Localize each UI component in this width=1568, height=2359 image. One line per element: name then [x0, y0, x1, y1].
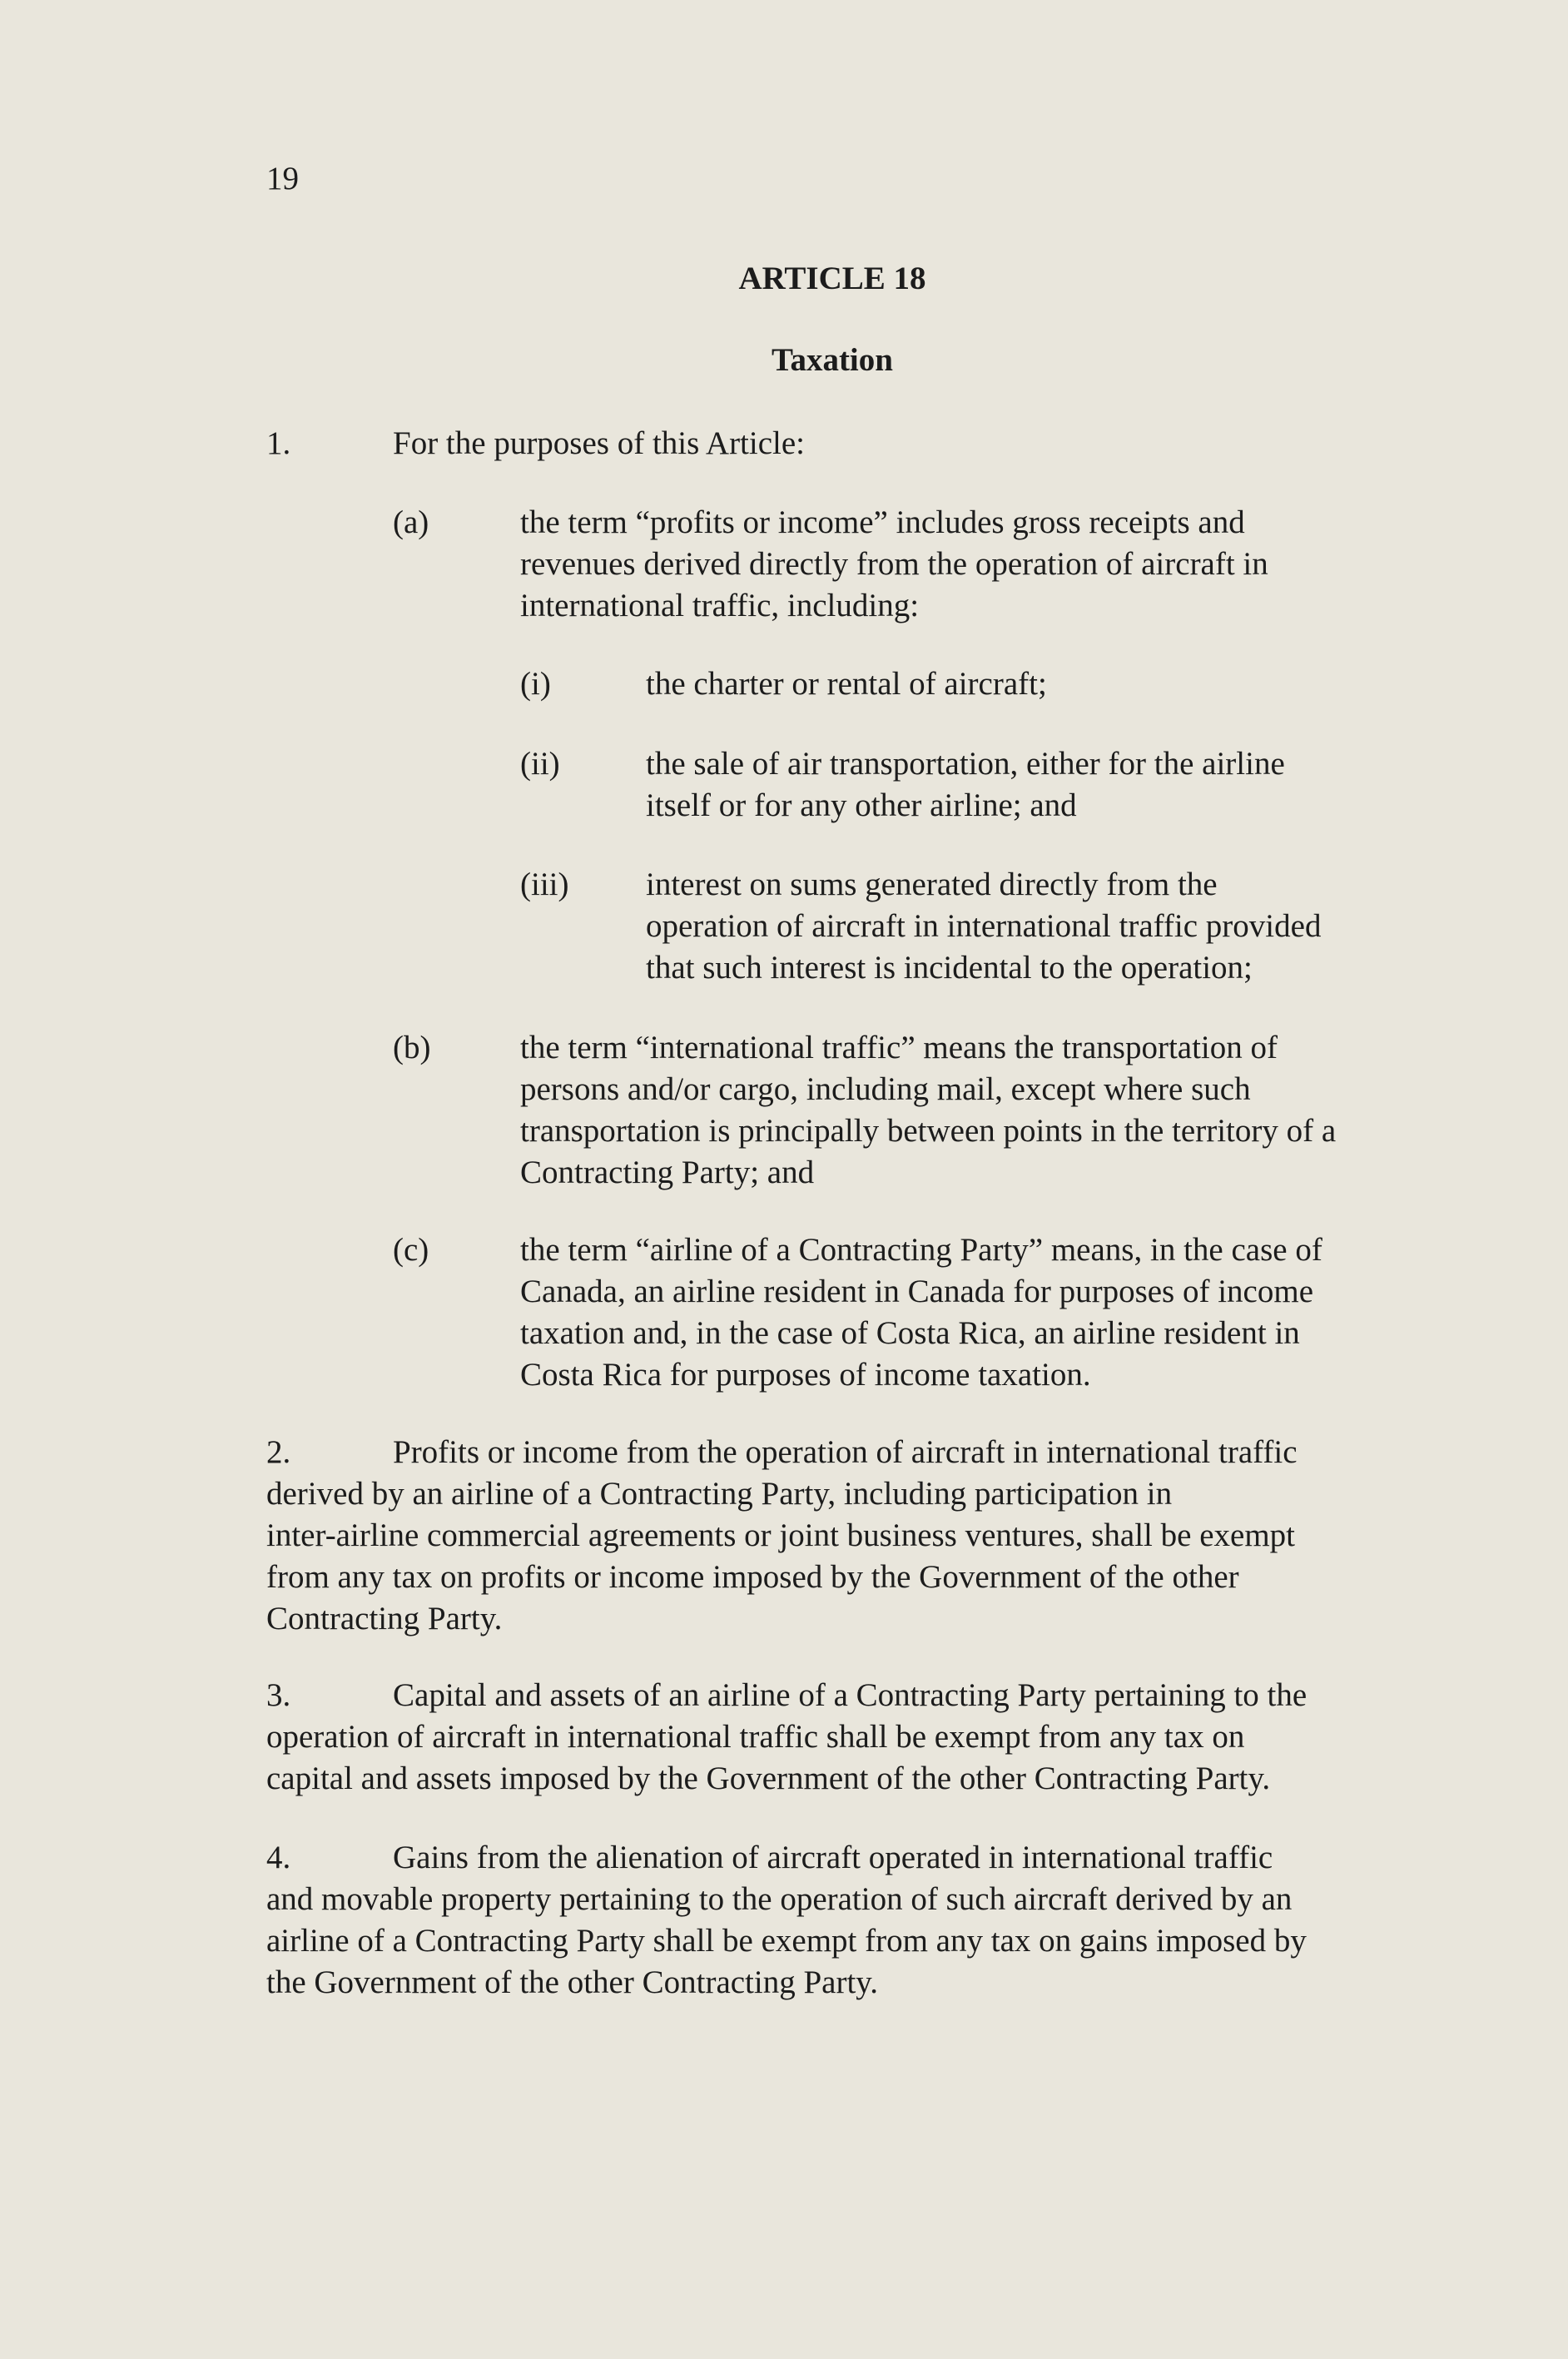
para1-c-text [520, 1229, 1322, 1396]
para2-line: inter-airline commercial agreements or joint business ventures, shall be exempt [266, 1517, 1295, 1553]
para1-a-iii-label: (iii) [520, 867, 569, 902]
para2-line: Contracting Party. [266, 1601, 503, 1636]
para3-first-line: Capital and assets of an airline of a Contracting Party pertaining to the [393, 1677, 1307, 1713]
para1-b-line: Contracting Party; and [520, 1155, 815, 1190]
para3-number: 3. [266, 1677, 291, 1713]
para1-c-line: Canada, an airline resident in Canada for purposes of income [520, 1274, 1314, 1309]
para1-c-line: taxation and, in the case of Costa Rica, an airline resident in [520, 1315, 1300, 1351]
para1-a-line: revenues derived directly from the operation of aircraft in [520, 546, 1268, 582]
para1-a-iii-line: operation of aircraft in international traffic provided [646, 908, 1322, 944]
para1-b-label: (b) [393, 1030, 431, 1065]
para1-a-iii-line: that such interest is incidental to the operation; [646, 950, 1253, 986]
page-number: 19 [266, 161, 299, 196]
section-title: Taxation [772, 342, 893, 378]
para1-c-line: the term “airline of a Contracting Party” means, in the case of [520, 1232, 1322, 1268]
para1-a-ii-line: the sale of air transportation, either for the airline [646, 746, 1285, 782]
para1-a-iii-line: interest on sums generated directly from the [646, 867, 1218, 902]
para1-b-line: transportation is principally between points in the territory of a [520, 1113, 1337, 1149]
para1-a-iii-text [646, 864, 1321, 989]
para4-line: the Government of the other Contracting Party. [266, 1964, 879, 2000]
para2-first-line: Profits or income from the operation of aircraft in international traffic [393, 1434, 1298, 1470]
para1-a-line: international traffic, including: [520, 588, 920, 623]
para1-intro: For the purposes of this Article: [393, 425, 806, 461]
para1-a-ii-text [646, 743, 1285, 827]
para2-line: from any tax on profits or income imposed by the Government of the other [266, 1559, 1239, 1595]
para1-a-line: the term “profits or income” includes gross receipts and [520, 504, 1245, 540]
para2-text [266, 1473, 1295, 1640]
para1-a-i-line: the charter or rental of aircraft; [646, 666, 1047, 702]
para1-a-ii-line: itself or for any other airline; and [646, 787, 1077, 823]
para4-first-line: Gains from the alienation of aircraft operated in international traffic [393, 1840, 1273, 1875]
para2-line: derived by an airline of a Contracting Party, including participation in [266, 1476, 1173, 1512]
para4-line: airline of a Contracting Party shall be exempt from any tax on gains imposed by [266, 1923, 1307, 1959]
para3-line: operation of aircraft in international traffic shall be exempt from any tax on [266, 1719, 1245, 1755]
para4-text [266, 1879, 1307, 2004]
para3-text [266, 1716, 1270, 1800]
article-heading: ARTICLE 18 [738, 261, 926, 296]
para1-a-label: (a) [393, 504, 429, 540]
para1-b-line: persons and/or cargo, including mail, except where such [520, 1071, 1251, 1107]
para2-number: 2. [266, 1434, 291, 1470]
para1-c-label: (c) [393, 1232, 429, 1268]
para1-b-text [520, 1027, 1336, 1194]
para1-a-i-label: (i) [520, 666, 551, 702]
para1-c-line: Costa Rica for purposes of income taxation. [520, 1357, 1091, 1393]
para1-a-ii-label: (ii) [520, 746, 560, 782]
para4-number: 4. [266, 1840, 291, 1875]
para1-a-i-text [646, 663, 1047, 705]
para1-b-line: the term “international traffic” means the transportation of [520, 1030, 1278, 1065]
para4-line: and movable property pertaining to the operation of such aircraft derived by an [266, 1881, 1293, 1917]
para3-line: capital and assets imposed by the Government of the other Contracting Party. [266, 1761, 1271, 1796]
para1-number: 1. [266, 425, 291, 461]
para1-a-text [520, 502, 1268, 627]
